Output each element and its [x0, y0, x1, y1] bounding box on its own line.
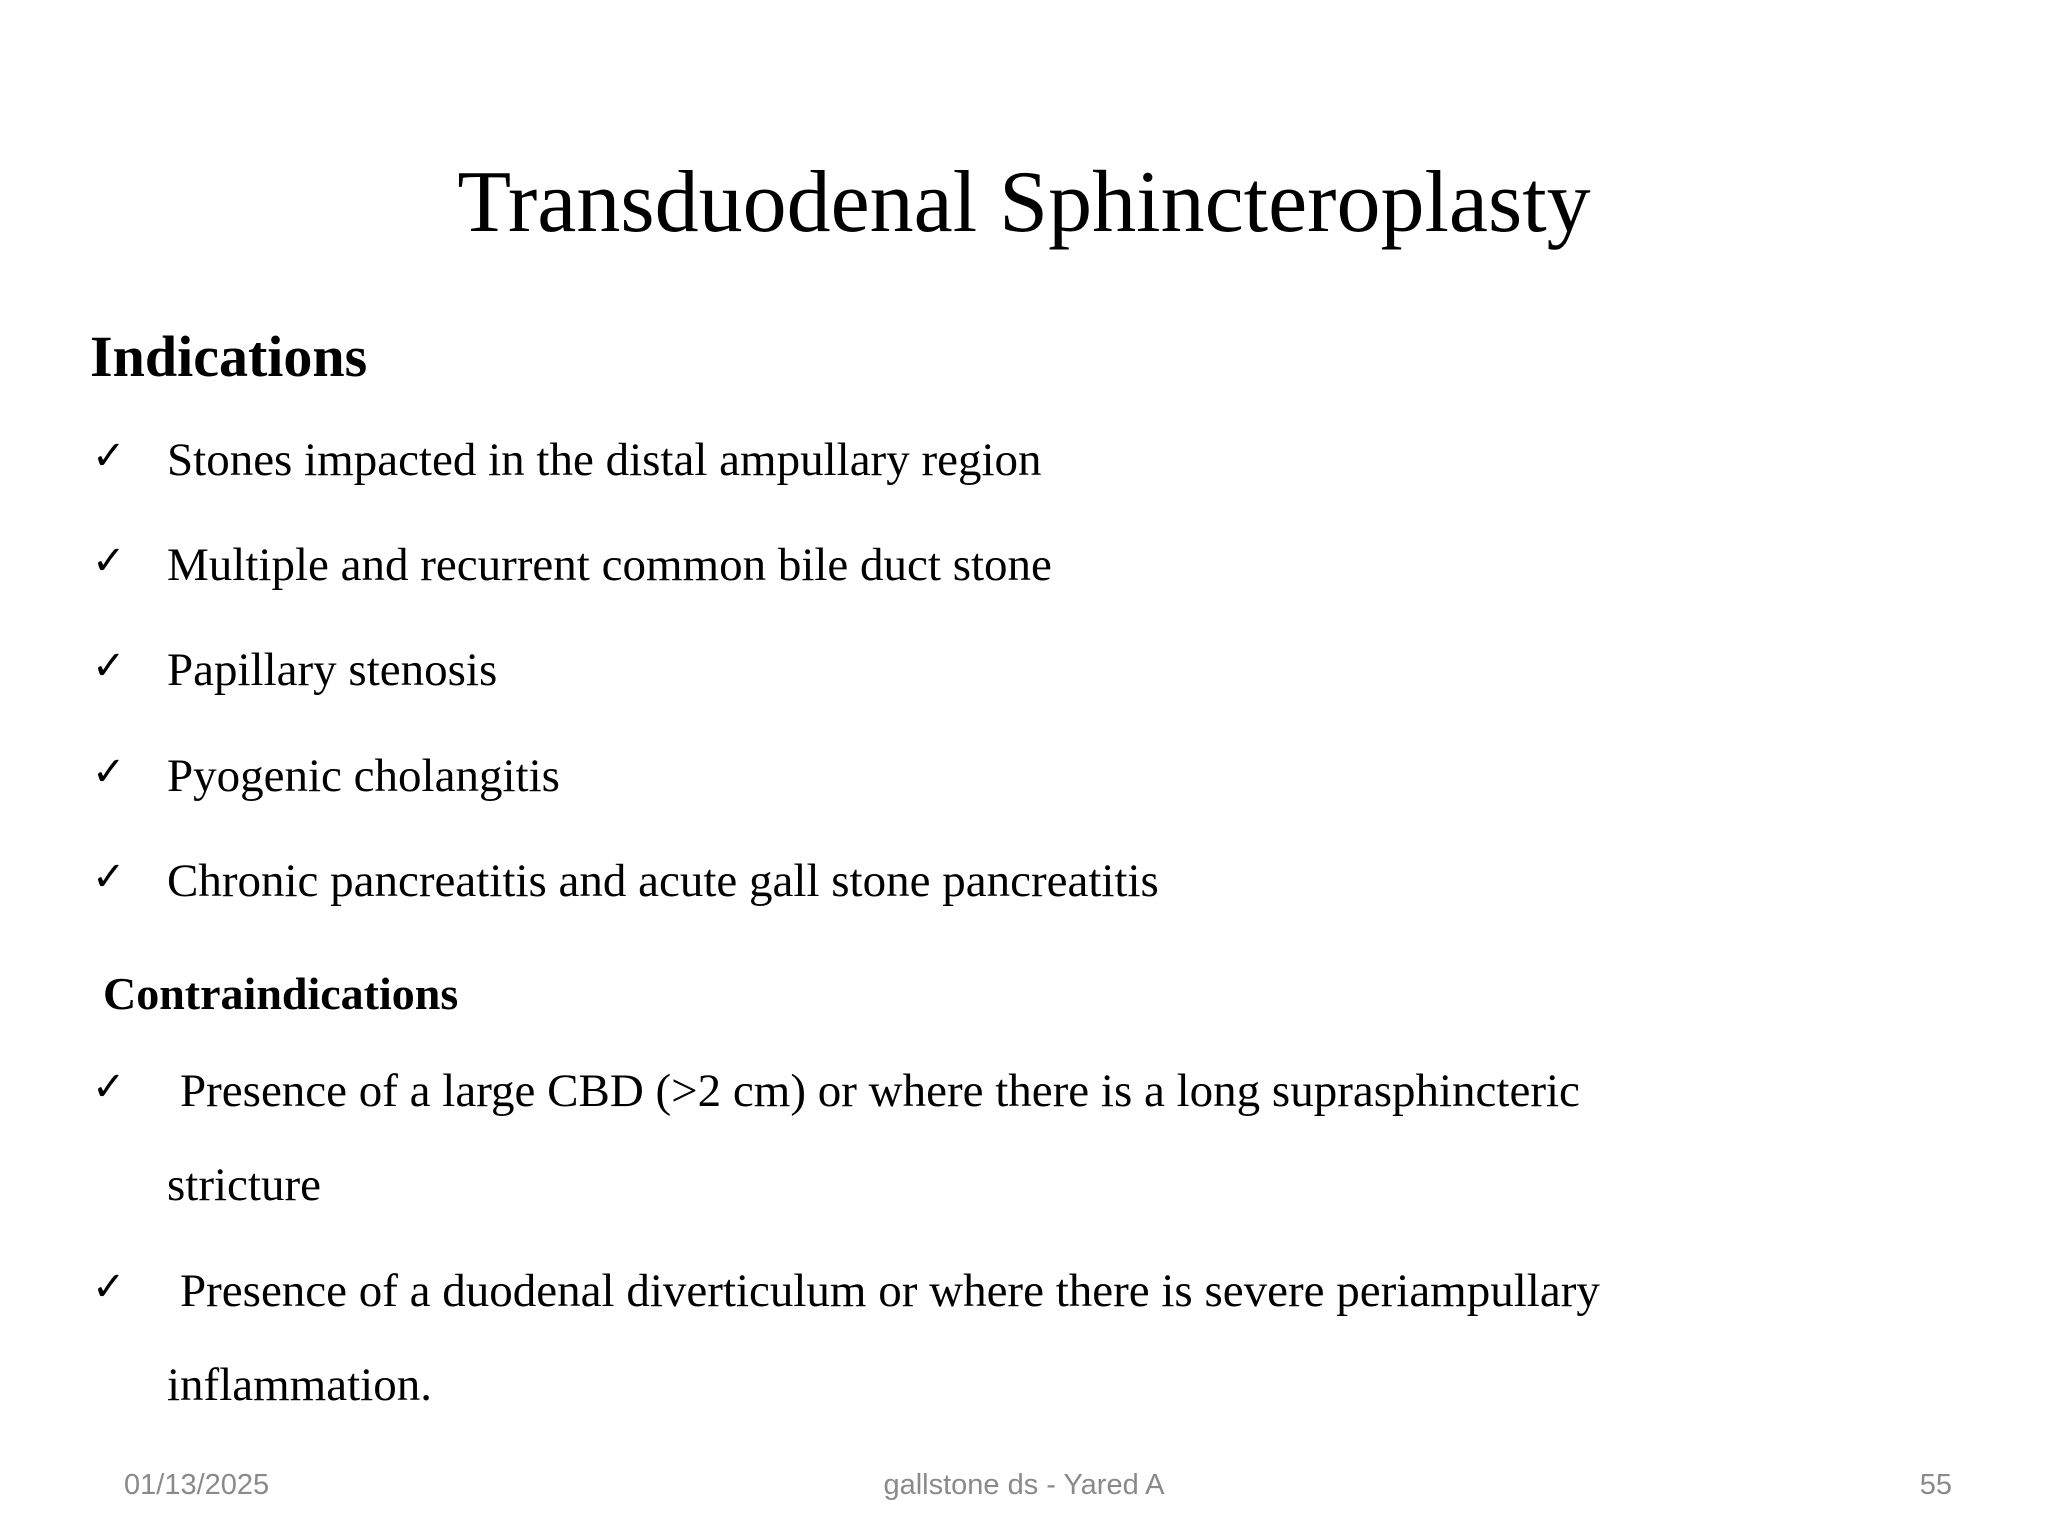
slide-number: 55	[1919, 1469, 1952, 1501]
contraindication-text-continued: inflammation.	[167, 1359, 432, 1411]
checkmark-icon: ✓	[92, 1064, 126, 1110]
slide-title: Transduodenal Sphincteroplasty	[457, 154, 1591, 251]
indication-text: Stones impacted in the distal ampullary region	[167, 434, 1042, 486]
footer-date: 01/13/2025	[124, 1469, 270, 1501]
checkmark-icon: ✓	[92, 1264, 126, 1310]
indication-text: Multiple and recurrent common bile duct stone	[167, 539, 1052, 591]
contraindication-text: Presence of a duodenal diverticulum or where there is severe periampullary	[180, 1265, 1600, 1317]
checkmark-icon: ✓	[92, 643, 126, 689]
contraindication-text: Presence of a large CBD (>2 cm) or where there is a long suprasphincteric	[180, 1065, 1580, 1117]
checkmark-icon: ✓	[92, 433, 126, 479]
indication-text: Pyogenic cholangitis	[167, 750, 560, 802]
indications-heading: Indications	[90, 324, 368, 389]
contraindication-text-continued: stricture	[167, 1159, 321, 1211]
checkmark-icon: ✓	[92, 749, 126, 795]
indication-text: Papillary stenosis	[167, 644, 498, 696]
checkmark-icon: ✓	[92, 854, 126, 900]
contraindications-heading: Contraindications	[103, 968, 459, 1019]
footer-text: gallstone ds - Yared A	[883, 1469, 1165, 1501]
checkmark-icon: ✓	[92, 538, 126, 584]
indication-text: Chronic pancreatitis and acute gall stone pancreatitis	[167, 855, 1159, 907]
